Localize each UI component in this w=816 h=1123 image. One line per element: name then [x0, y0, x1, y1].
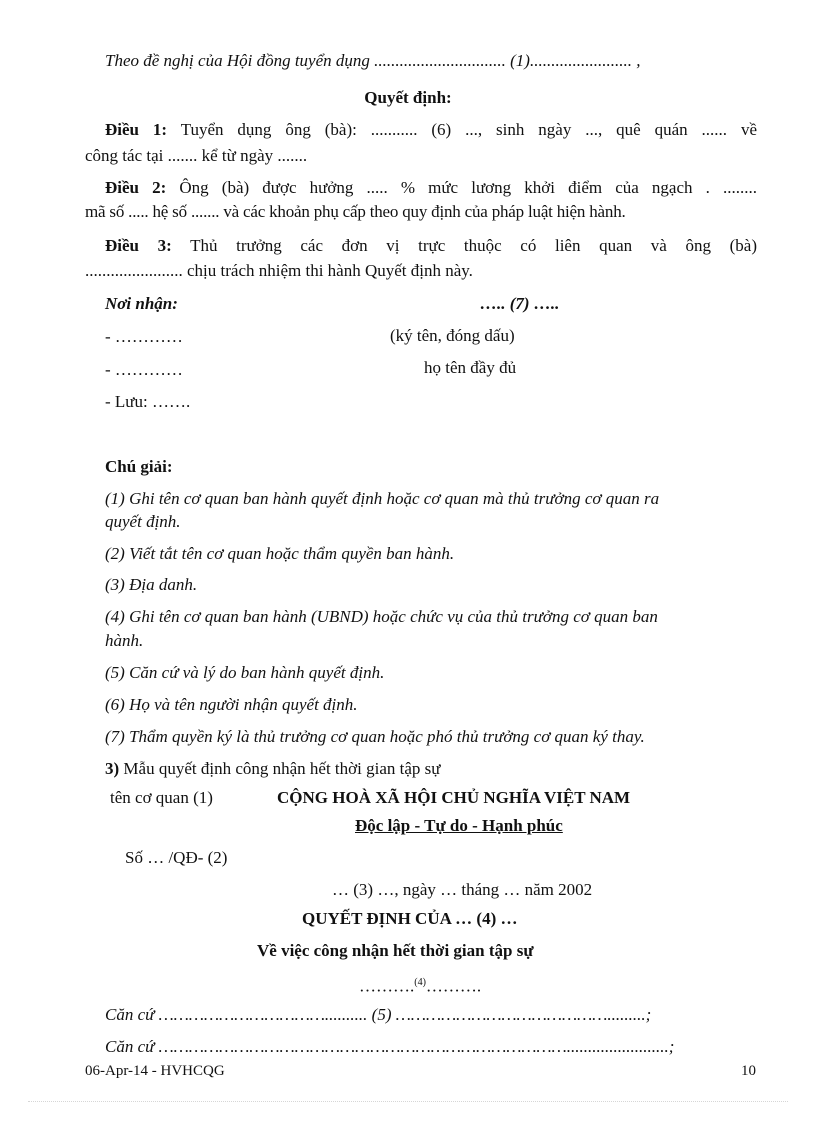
article-2-label: Điều 2:	[105, 178, 167, 197]
recipient-item: - …………	[105, 360, 183, 379]
decision-heading: Quyết định:	[364, 88, 452, 107]
page-bottom-rule	[28, 1101, 788, 1102]
article-2-text: Ông (bà) được hưởng ..... % mức lương khởi điểm của ngạch . ........	[179, 178, 757, 197]
template-3-number: 3)	[105, 759, 120, 778]
article-1-text: Tuyển dụng ông (bà): ........... (6) ..., sinh ngày ..., quê quán ...... về	[180, 120, 757, 139]
place-and-date: … (3) …, ngày … tháng … năm 2002	[332, 880, 593, 899]
note-item: (1) Ghi tên cơ quan ban hành quyết định hoặc cơ quan mà thủ trưởng cơ quan ra	[105, 489, 660, 508]
basis-line-1: Căn cứ …………………………….......... (5) …………………………………….........;	[105, 1005, 652, 1024]
article-3-label: Điều 3:	[105, 236, 172, 255]
note-item-continued: quyết định.	[105, 512, 181, 531]
reference-footnote: (4)	[414, 977, 426, 988]
notes-title: Chú giải:	[105, 457, 173, 476]
signature-authority: ….. (7) …..	[480, 294, 560, 313]
signature-note: (ký tên, đóng dấu)	[390, 326, 515, 345]
decision-title: QUYẾT ĐỊNH CỦA … (4) …	[302, 909, 518, 928]
footer-date-org: 06-Apr-14 - HVHCQG	[85, 1063, 225, 1079]
national-motto: Độc lập - Tự do - Hạnh phúc	[355, 816, 563, 835]
note-item: (3) Địa danh.	[105, 575, 198, 594]
note-item: (4) Ghi tên cơ quan ban hành (UBND) hoặc chức vụ của thủ trưởng cơ quan ban	[105, 607, 658, 626]
reference-left-dots: ……….	[359, 976, 415, 996]
signature-full-name: họ tên đầy đủ	[424, 358, 517, 377]
article-1-line2: công tác tại ....... kể từ ngày .......	[85, 146, 308, 165]
article-1-line1	[105, 120, 757, 140]
decision-number: Số … /QĐ- (2)	[125, 848, 228, 867]
template-3-heading	[105, 759, 441, 779]
recipients-label: Nơi nhận:	[105, 294, 178, 313]
article-3-line2: ....................... chịu trách nhiệm thi hành Quyết định này.	[85, 261, 473, 280]
article-2-line2: mã số ..... hệ số ....... và các khoản phụ cấp theo quy định của pháp luật hiện hành.	[85, 202, 626, 221]
note-item: (2) Viết tắt tên cơ quan hoặc thẩm quyền ban hành.	[105, 544, 455, 563]
decision-subject: Về việc công nhận hết thời gian tập sự	[257, 941, 534, 960]
recipient-item: - …………	[105, 327, 183, 346]
template-3-title: Mẫu quyết định công nhận hết thời gian tập sự	[123, 759, 441, 778]
reference-right-dots: ……….	[425, 976, 482, 996]
proposal-line: Theo đề nghị của Hội đồng tuyển dụng ............................... (1)........................ ,	[105, 51, 641, 70]
note-item: (5) Căn cứ và lý do ban hành quyết định.	[105, 663, 385, 682]
note-item: (6) Họ và tên người nhận quyết định.	[105, 695, 358, 714]
article-3-line1	[105, 236, 757, 256]
reference-line	[359, 973, 481, 997]
recipient-item-archive: - Lưu: …….	[105, 392, 191, 411]
article-2-line1	[105, 178, 757, 198]
article-3-text: Thủ trưởng các đơn vị trực thuộc có liên quan và ông (bà)	[190, 236, 757, 255]
page-number: 10	[741, 1063, 756, 1079]
note-item: (7) Thẩm quyền ký là thủ trưởng cơ quan hoặc phó thủ trưởng cơ quan ký thay.	[105, 727, 645, 746]
agency-name: tên cơ quan (1)	[110, 788, 213, 807]
national-title: CỘNG HOÀ XÃ HỘI CHỦ NGHĨA VIỆT NAM	[277, 788, 631, 807]
basis-line-2: Căn cứ ………………………………………………………………………........................;	[105, 1037, 675, 1056]
note-item-continued: hành.	[105, 631, 144, 650]
article-1-label: Điều 1:	[105, 120, 168, 139]
